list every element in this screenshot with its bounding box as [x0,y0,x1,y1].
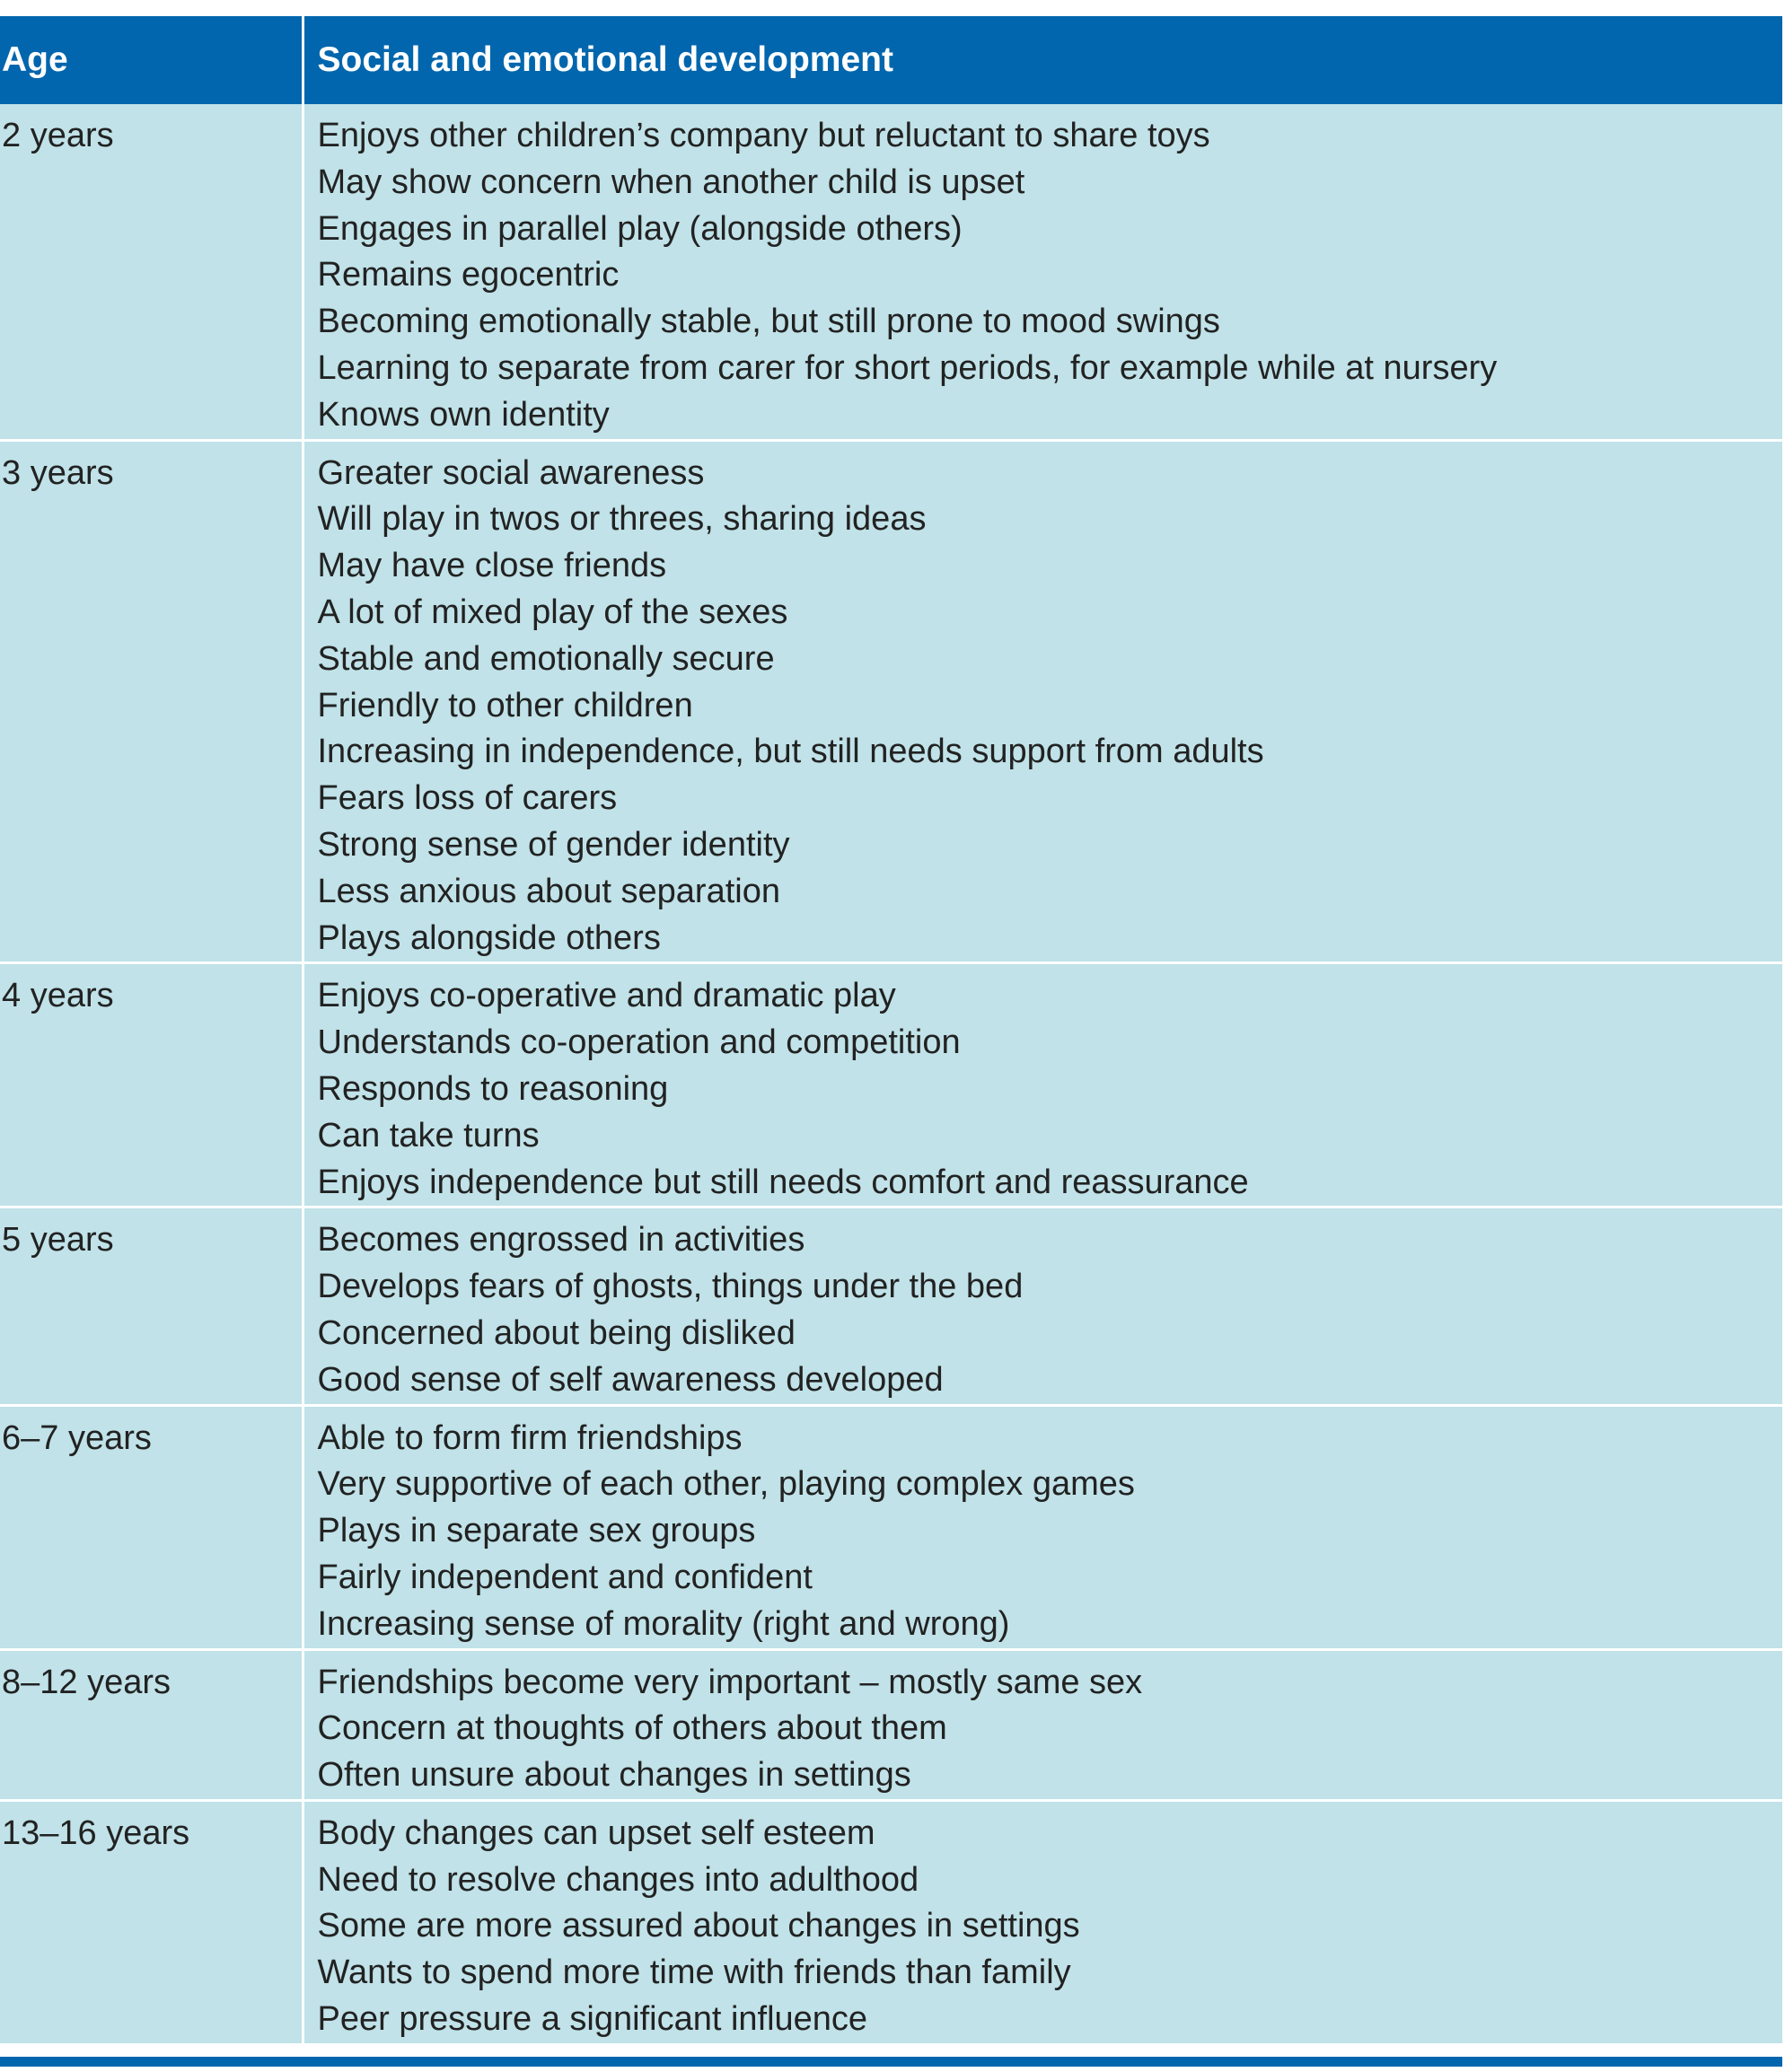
age-cell: 8–12 years [0,1649,303,1800]
development-item: Friendly to other children [317,686,693,724]
table-row [0,1649,1782,1800]
table-row [0,1405,1782,1649]
development-cell [303,1405,1782,1649]
development-item: Wants to spend more time with friends than family [317,1953,1071,1992]
development-item: Some are more assured about changes in settings [317,1907,1080,1945]
development-item: Body changes can upset self esteem [317,1813,875,1852]
development-item: Learning to separate from carer for short periods, for example while at nursery [317,348,1498,387]
age-cell: 5 years [0,1207,303,1405]
development-item: Very supportive of each other, playing complex games [317,1465,1135,1504]
development-item: Enjoys other children’s company but reluctant to share toys [317,117,1210,154]
development-item: Need to resolve changes into adulthood [317,1860,919,1899]
development-item: Less anxious about separation [317,872,780,910]
development-item: Enjoys co-operative and dramatic play [317,977,896,1015]
development-cell [303,1649,1782,1800]
development-cell [303,104,1782,440]
development-item: Responds to reasoning [317,1069,669,1108]
development-item: Concern at thoughts of others about them [317,1709,947,1748]
age-cell: 6–7 years [0,1405,303,1649]
development-item: Often unsure about changes in settings [317,1756,911,1795]
table-row [0,440,1782,963]
age-cell: 4 years [0,963,303,1207]
development-item: Will play in twos or threes, sharing ideas [317,500,927,539]
development-item: Concerned about being disliked [317,1313,796,1352]
development-item: Friendships become very important – mostly same sex [317,1663,1143,1701]
development-item: Fears loss of carers [317,779,618,818]
development-item: Able to form firm friendships [317,1418,743,1457]
development-item: Increasing in independence, but still needs support from adults [317,733,1264,771]
development-item: Becoming emotionally stable, but still prone to mood swings [317,303,1220,341]
development-item: Becomes engrossed in activities [317,1221,805,1260]
development-item: Develops fears of ghosts, things under the bed [317,1268,1024,1306]
table-row [0,104,1782,440]
development-column-header: Social and emotional development [303,16,1782,104]
age-cell: 2 years [0,104,303,440]
development-item: Engages in parallel play (alongside others) [317,209,963,248]
development-item: Can take turns [317,1116,540,1155]
development-item: Understands co-operation and competition [317,1023,961,1062]
age-cell: 3 years [0,440,303,963]
development-item: May show concern when another child is upset [317,162,1025,201]
table-bottom-rule [0,2057,1782,2067]
development-cell [303,440,1782,963]
table-header-row [0,16,1782,104]
development-item: A lot of mixed play of the sexes [317,593,788,631]
development-table [0,16,1782,2043]
development-item: Greater social awareness [317,453,705,492]
development-cell [303,1207,1782,1405]
development-item: Strong sense of gender identity [317,825,790,864]
age-cell: 13–16 years [0,1800,303,2042]
development-item: Good sense of self awareness developed [317,1360,944,1399]
development-item: May have close friends [317,547,667,585]
development-cell [303,1800,1782,2042]
development-item: Peer pressure a significant influence [317,2000,868,2039]
table-row [0,963,1782,1207]
development-item: Fairly independent and confident [317,1558,813,1596]
development-item: Knows own identity [317,395,610,434]
table-row [0,1207,1782,1405]
development-item: Increasing sense of morality (right and wrong) [317,1604,1010,1643]
development-item: Remains egocentric [317,256,620,294]
table-row [0,1800,1782,2042]
development-item: Plays alongside others [317,918,661,957]
development-item: Enjoys independence but still needs comfort and reassurance [317,1163,1249,1201]
development-cell [303,963,1782,1207]
development-item: Plays in separate sex groups [317,1512,756,1550]
age-column-header: Age [0,16,303,104]
development-item: Stable and emotionally secure [317,639,775,678]
